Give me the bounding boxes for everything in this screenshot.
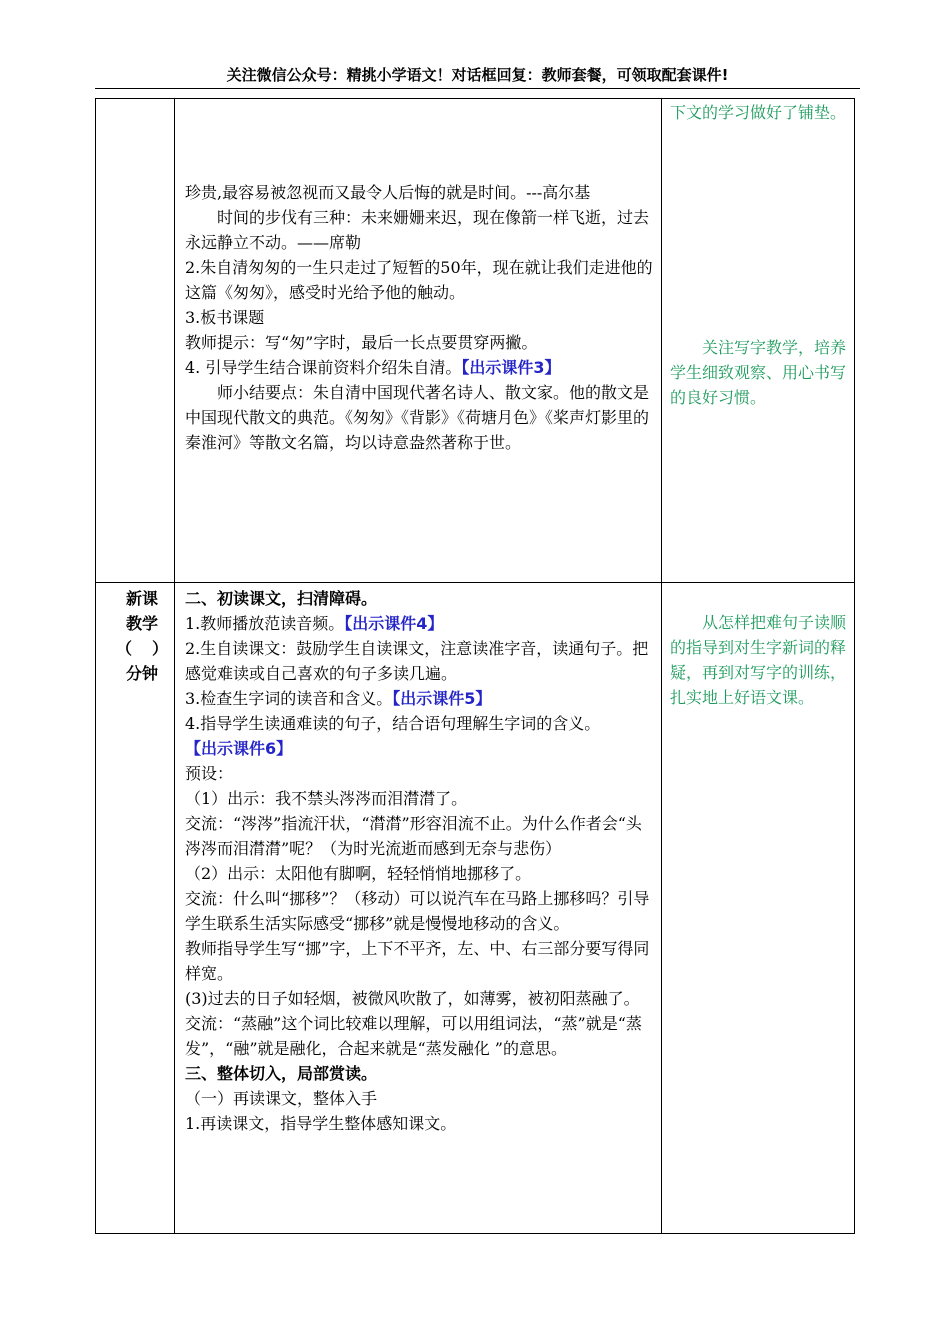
page-header: 关注微信公众号：精挑小学语文！对话框回复：教师套餐，可领取配套课件! bbox=[226, 66, 729, 84]
step-1-text: 1.教师播放范读音频。 bbox=[185, 614, 345, 633]
example-2-discussion: 交流：什么叫“挪移”？（移动）可以说汽车在马路上挪移吗？引导学生联系生活实际感受“挪移”就是慢慢地移动的含义。 bbox=[185, 889, 650, 933]
step-2-text: 2.朱自清匆匆的一生只走过了短暂的50年，现在就让我们走进他的这篇《匆匆》，感受时光给予他的触动。 bbox=[185, 258, 653, 302]
section-label bbox=[112, 586, 172, 686]
example-3-discussion: 交流：“蒸融”这个词比较难以理解，可以用组词法，“蒸”就是“蒸发”，“融”就是融化，合起来就是“蒸发融化 ”的意思。 bbox=[185, 1014, 642, 1058]
label-paren-close: ） bbox=[151, 639, 168, 658]
step-4-guide: 4.指导学生读通难读的句子，结合语句理解生字词的含义。 bbox=[185, 714, 601, 733]
label-paren-open: （ bbox=[116, 639, 133, 658]
example-1: （1）出示：我不禁头涔涔而泪潸潸了。 bbox=[185, 789, 468, 808]
label-duration-blank bbox=[112, 636, 172, 661]
courseware-tag-5: 【出示课件5】 bbox=[392, 689, 492, 708]
row2-notes: 从怎样把难句子读顺的指导到对生字新词的释疑，再到对写字的训练，扎实地上好语文课。 bbox=[670, 613, 847, 707]
example-1-discussion: 交流：“涔涔”指流汗状，“潸潸”形容泪流不止。为什么作者会“头涔涔而泪潸潸”呢？（为时光流逝而感到无奈与悲伤） bbox=[185, 814, 642, 858]
teacher-summary: 师小结要点：朱自清中国现代著名诗人、散文家。他的散文是中国现代散文的典范。《匆匆》《背影》《荷塘月色》《桨声灯影里的秦淮河》等散文名篇，均以诗意盎然著称于世。 bbox=[185, 383, 650, 452]
label-line-4: 分钟 bbox=[125, 664, 158, 683]
label-line-1: 新课 bbox=[125, 589, 158, 608]
example-3: (3)过去的日子如轻烟，被微风吹散了，如薄雾，被初阳蒸融了。 bbox=[185, 989, 640, 1008]
column-divider-right bbox=[661, 98, 662, 1234]
step-2-self-read: 2.生自读课文：鼓励学生自读课文，注意读准字音，读通句子。把感觉难读或自己喜欢的句子多读几遍。 bbox=[185, 639, 649, 683]
courseware-tag-6: 【出示课件6】 bbox=[185, 739, 293, 758]
teacher-hint: 教师提示：写“匆”字时，最后一长点要贯穿两撇。 bbox=[185, 333, 538, 352]
row2-content bbox=[185, 586, 657, 1136]
row1-notes-writing: 关注写字教学，培养学生细致观察、用心书写的良好习惯。 bbox=[670, 338, 847, 407]
row1-notes-top bbox=[670, 100, 848, 125]
row1-notes-text: 下文的学习做好了铺垫。 bbox=[670, 103, 847, 122]
step-4-text: 4. 引导学生结合课前资料介绍朱自清。 bbox=[185, 358, 462, 377]
section-heading-3: 三、整体切入，局部赏读。 bbox=[185, 1064, 378, 1083]
example-2-writing-guide: 教师指导学生写“挪”字，上下不平齐，左、中、右三部分要写得同样宽。 bbox=[185, 939, 650, 983]
preset-label: 预设： bbox=[185, 764, 234, 783]
courseware-tag-4: 【出示课件4】 bbox=[344, 614, 444, 633]
section-3-step-1: 1.再读课文，指导学生整体感知课文。 bbox=[185, 1114, 457, 1133]
section-3-sub: （一）再读课文，整体入手 bbox=[185, 1089, 378, 1108]
courseware-tag-3: 【出示课件3】 bbox=[461, 358, 561, 377]
quote-gaoerji: 珍贵,最容易被忽视而又最令人后悔的就是时间。---高尔基 bbox=[185, 183, 591, 202]
quote-xile: 时间的步伐有三种：未来姗姗来迟，现在像箭一样飞逝，过去永远静立不动。——席勒 bbox=[185, 208, 650, 252]
step-3-check: 3.检查生字词的读音和含义。 bbox=[185, 689, 393, 708]
section-heading-2: 二、初读课文，扫清障碍。 bbox=[185, 589, 378, 608]
label-line-2: 教学 bbox=[125, 614, 158, 633]
row1-content bbox=[185, 180, 657, 455]
step-4-line bbox=[185, 355, 657, 380]
row-divider bbox=[95, 582, 855, 583]
example-2: （2）出示：太阳他有脚啊，轻轻悄悄地挪移了。 bbox=[185, 864, 532, 883]
step-1-line bbox=[185, 611, 657, 636]
column-divider-left bbox=[174, 98, 175, 1234]
step-3-line bbox=[185, 686, 657, 711]
step-3-text: 3.板书课题 bbox=[185, 308, 265, 327]
header-rule bbox=[95, 88, 860, 89]
